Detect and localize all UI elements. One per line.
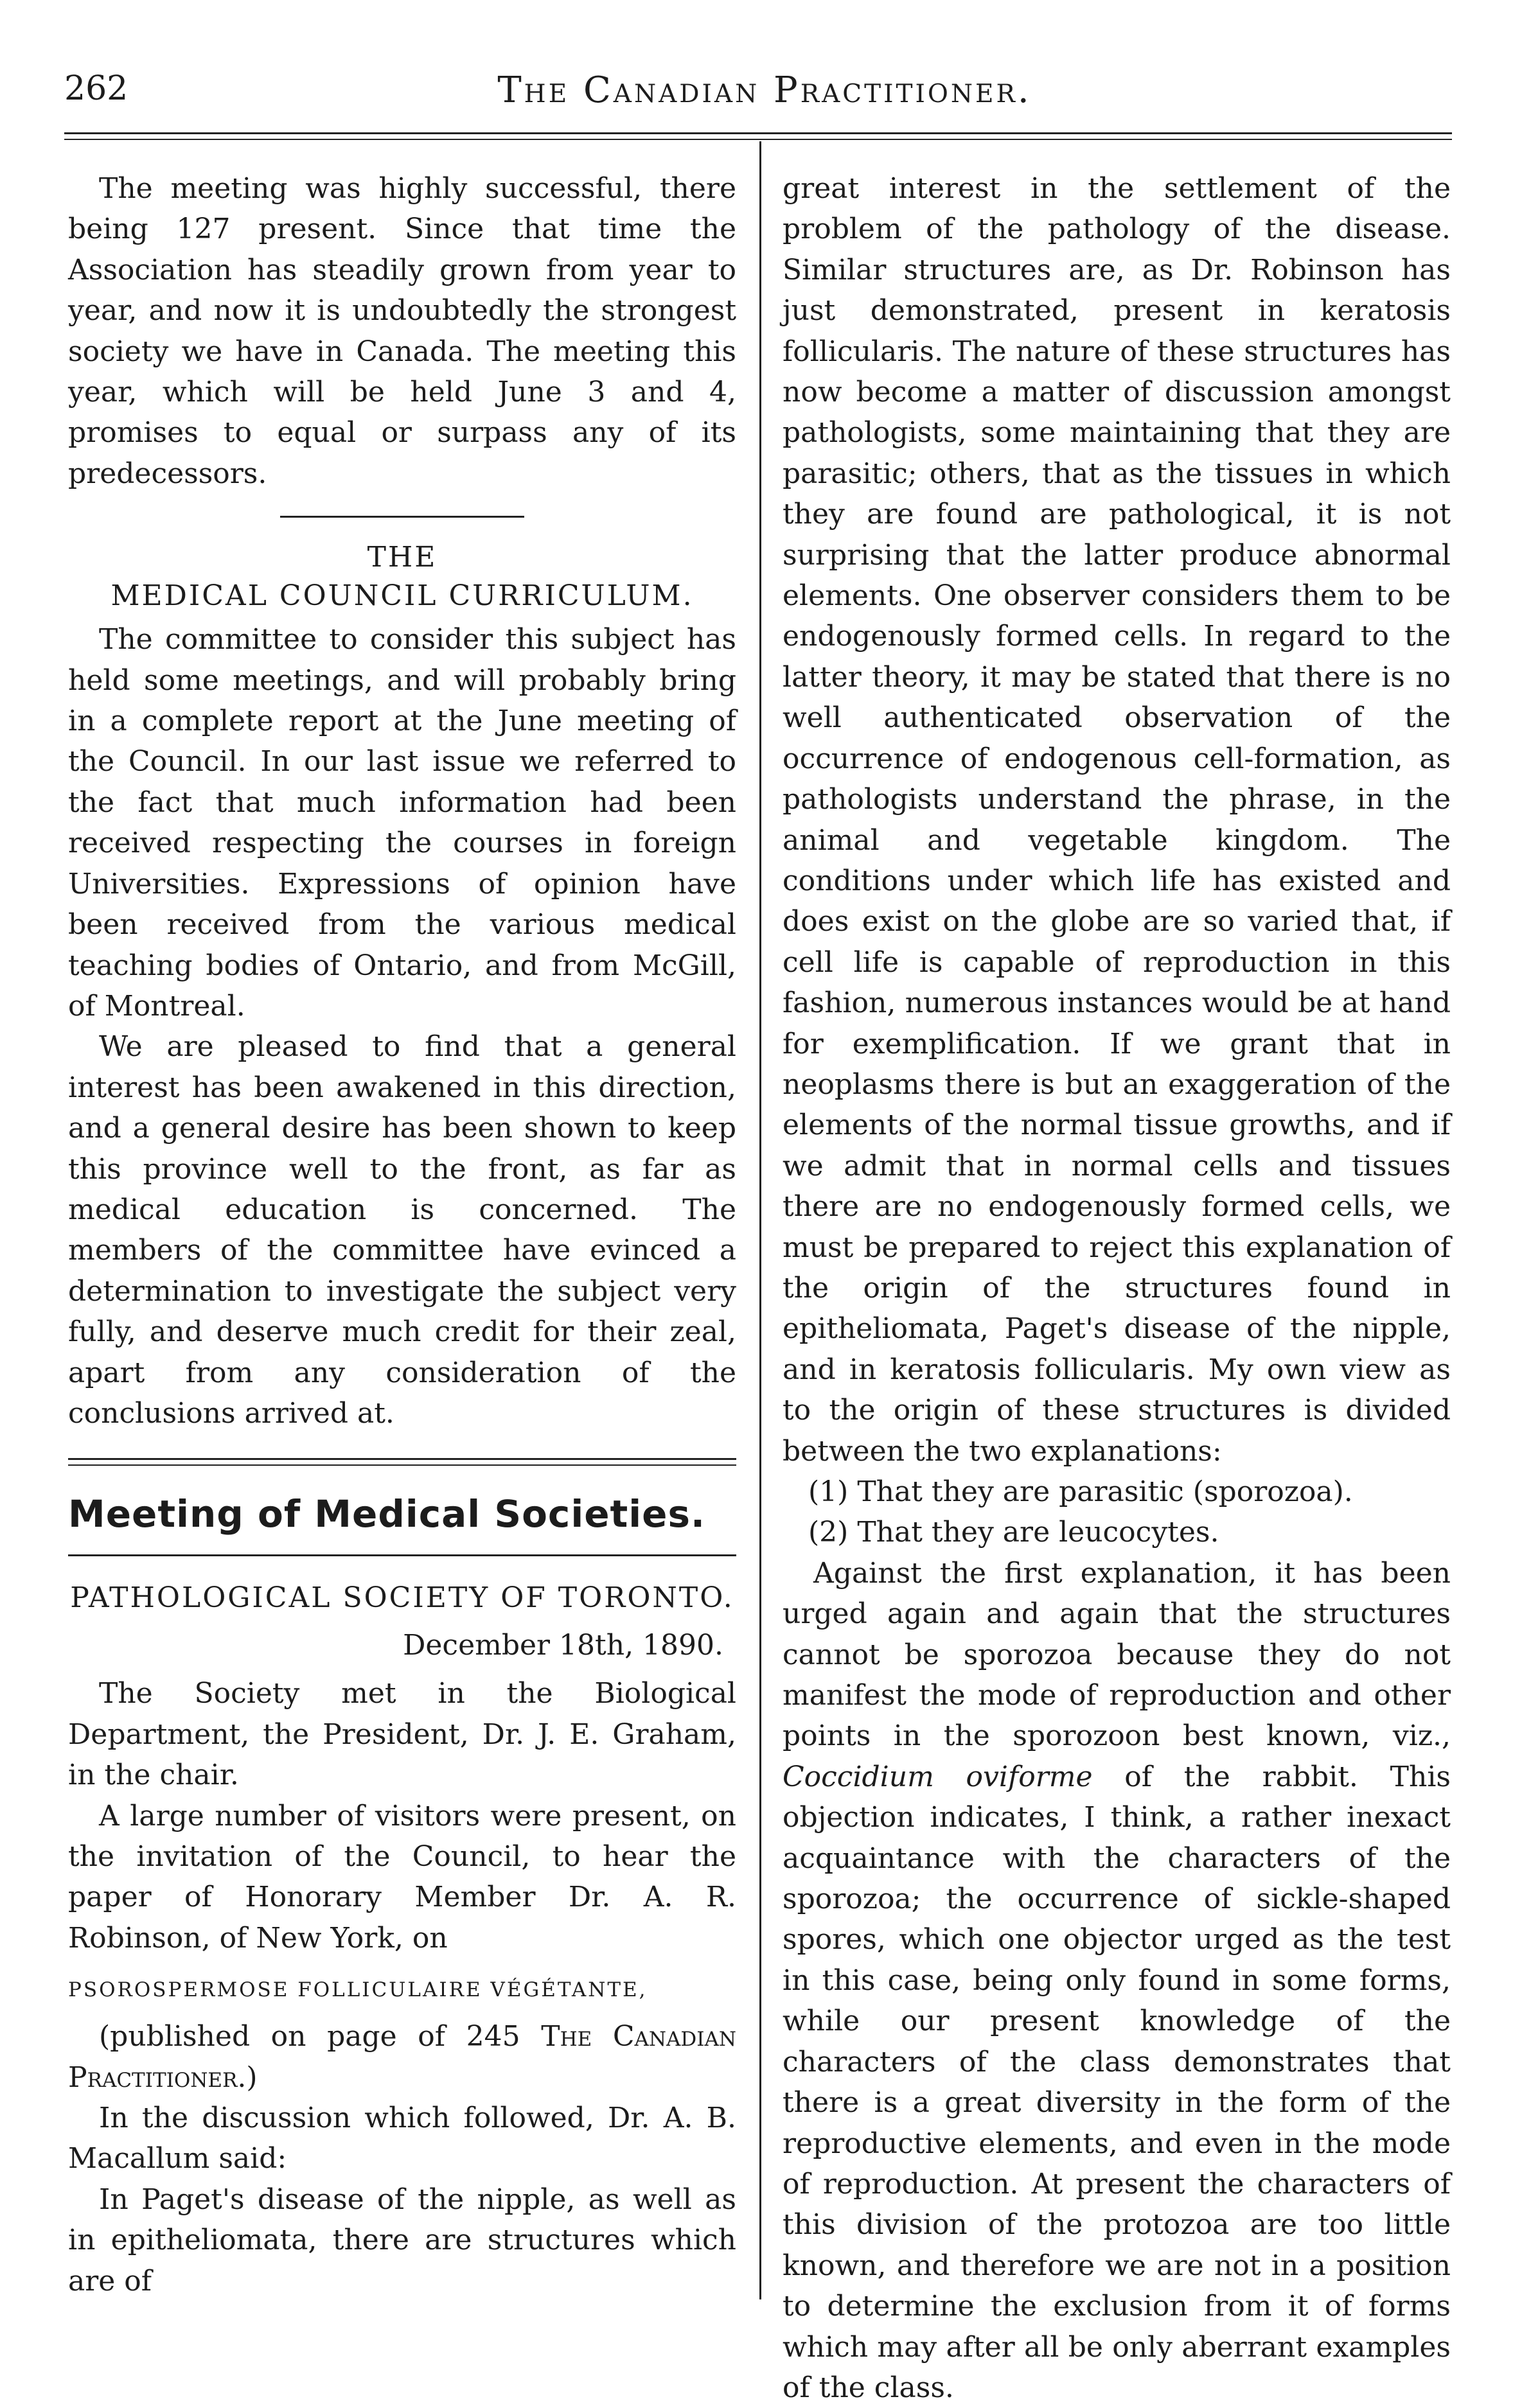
journal-name: The Canadian Practitioner: [68, 2020, 736, 2094]
species-name: Coccidium oviforme: [783, 1760, 1093, 1793]
paragraph-text: (published on page of 245: [99, 2020, 542, 2053]
department-title: Meeting of Medical Societies.: [68, 1492, 706, 1536]
paragraph: In the discussion which followed, Dr. A. B. Macallum said:: [68, 2102, 736, 2175]
section-rule: [280, 516, 524, 518]
paragraph-text: Against the first explanation, it has been urged again and again that the structures cannot be sporozoa because they do not manifest the mode of reproduction and other points in the sporozoon best known, viz.,: [783, 1556, 1451, 1753]
list-item: (2) That they are leucocytes.: [808, 1516, 1219, 1549]
header-rule: [64, 139, 1452, 140]
paragraph: The Society met in the Biological Department, the President, Dr. J. E. Graham, in the chair.: [68, 1677, 736, 1792]
paragraph-text: .): [237, 2061, 258, 2094]
paragraph: [783, 1553, 1451, 2408]
header-rule: [64, 132, 1452, 134]
left-column: [68, 168, 736, 2301]
meeting-date: December 18th, 1890.: [403, 1629, 723, 1662]
section-rule: [68, 1464, 736, 1466]
section-rule: [68, 1458, 736, 1460]
paper-title: PSOROSPERMOSE FOLLICULAIRE VÉGÉTANTE,: [68, 1978, 648, 2002]
page-header: [0, 0, 1522, 128]
section-rule: [68, 1554, 736, 1556]
right-column: [783, 168, 1451, 2408]
society-title: PATHOLOGICAL SOCIETY OF TORONTO.: [70, 1581, 734, 1615]
paragraph: The meeting was highly successful, there being 127 present. Since that time the Association has steadily grown from year to year, and now it is undoubtedly the strongest society we have in Canada. The meeting this year, which will be held June 3 and 4, promises to equal or surpass any of its predecessors.: [68, 172, 736, 490]
paragraph: great interest in the settlement of the problem of the pathology of the disease. Similar structures are, as Dr. Robinson has just demonstrated, present in keratosis follicularis. The nature of these structures has now become a matter of discussion amongst pathologists, some maintaining that they are parasitic; others, that as the tissues in which they are found are pathological, it is not surprising that the latter produce abnormal elements. One observer considers them to be endogenously formed cells. In regard to the latter theory, it may be stated that there is no well authenticated observation of the occurrence of endogenous cell-formation, as pathologists understand the phrase, in the animal and vegetable kingdom. The conditions under which life has existed and does exist on the globe are so varied that, if cell life is capable of reproduction in this fashion, numerous instances would be at hand for exemplification. If we grant that in neoplasms there is but an exaggeration of the elements of the normal tissue growths, and if we admit that in normal cells and tissues there are no endogenously formed cells, we must be prepared to reject this explanation of the origin of the structures found in epitheliomata, Paget's disease of the nipple, and in keratosis follicularis. My own view as to the origin of these structures is divided between the two explanations:: [783, 172, 1451, 1468]
list-item: (1) That they are parasitic (sporozoa).: [808, 1475, 1353, 1508]
running-title: The Canadian Practitioner.: [497, 69, 1032, 111]
paragraph: In Paget's disease of the nipple, as well as in epitheliomata, there are structures which are of: [68, 2183, 736, 2298]
paragraph: We are pleased to find that a general interest has been awakened in this direction, and a general desire has been shown to keep this province well to the front, as far as medical education is concerned. The members of the committee have evinced a determination to investigate the subject very fully, and deserve much credit for their zeal, apart from any consideration of the conclusions arrived at.: [68, 1030, 736, 1430]
paragraph: [68, 2016, 736, 2098]
paragraph: The committee to consider this subject has held some meetings, and will probably bring in a complete report at the June meeting of the Council. In our last issue we referred to the fact that much information had been received respecting the courses in foreign Universities. Expressions of opinion have been received from the various medical teaching bodies of Ontario, and from McGill, of Montreal.: [68, 623, 736, 1023]
section-heading: MEDICAL COUNCIL CURRICULUM.: [111, 579, 694, 613]
column-divider: [759, 141, 761, 2299]
paragraph-text: of the rabbit. This objection indicates, I think, a rather inexact acquaintance with the characters of the sporozoa; the occurrence of sickle-shaped spores, which one objector urged as the test in this case, being only found in some forms, while our present knowledge of the characters of the class demonstrates that there is a great diversity in the form of the reproductive elements, and even in the mode of reproduction. At present the characters of this division of the protozoa are too little known, and therefore we are not in a position to determine the exclusion from it of forms which may after all be only aberrant examples of the class.: [783, 1760, 1451, 2404]
page-number: 262: [64, 69, 128, 108]
section-heading: THE: [367, 541, 438, 574]
paragraph: A large number of visitors were present, on the invitation of the Council, to hear the paper of Honorary Member Dr. A. R. Robinson, of New York, on: [68, 1799, 736, 1955]
